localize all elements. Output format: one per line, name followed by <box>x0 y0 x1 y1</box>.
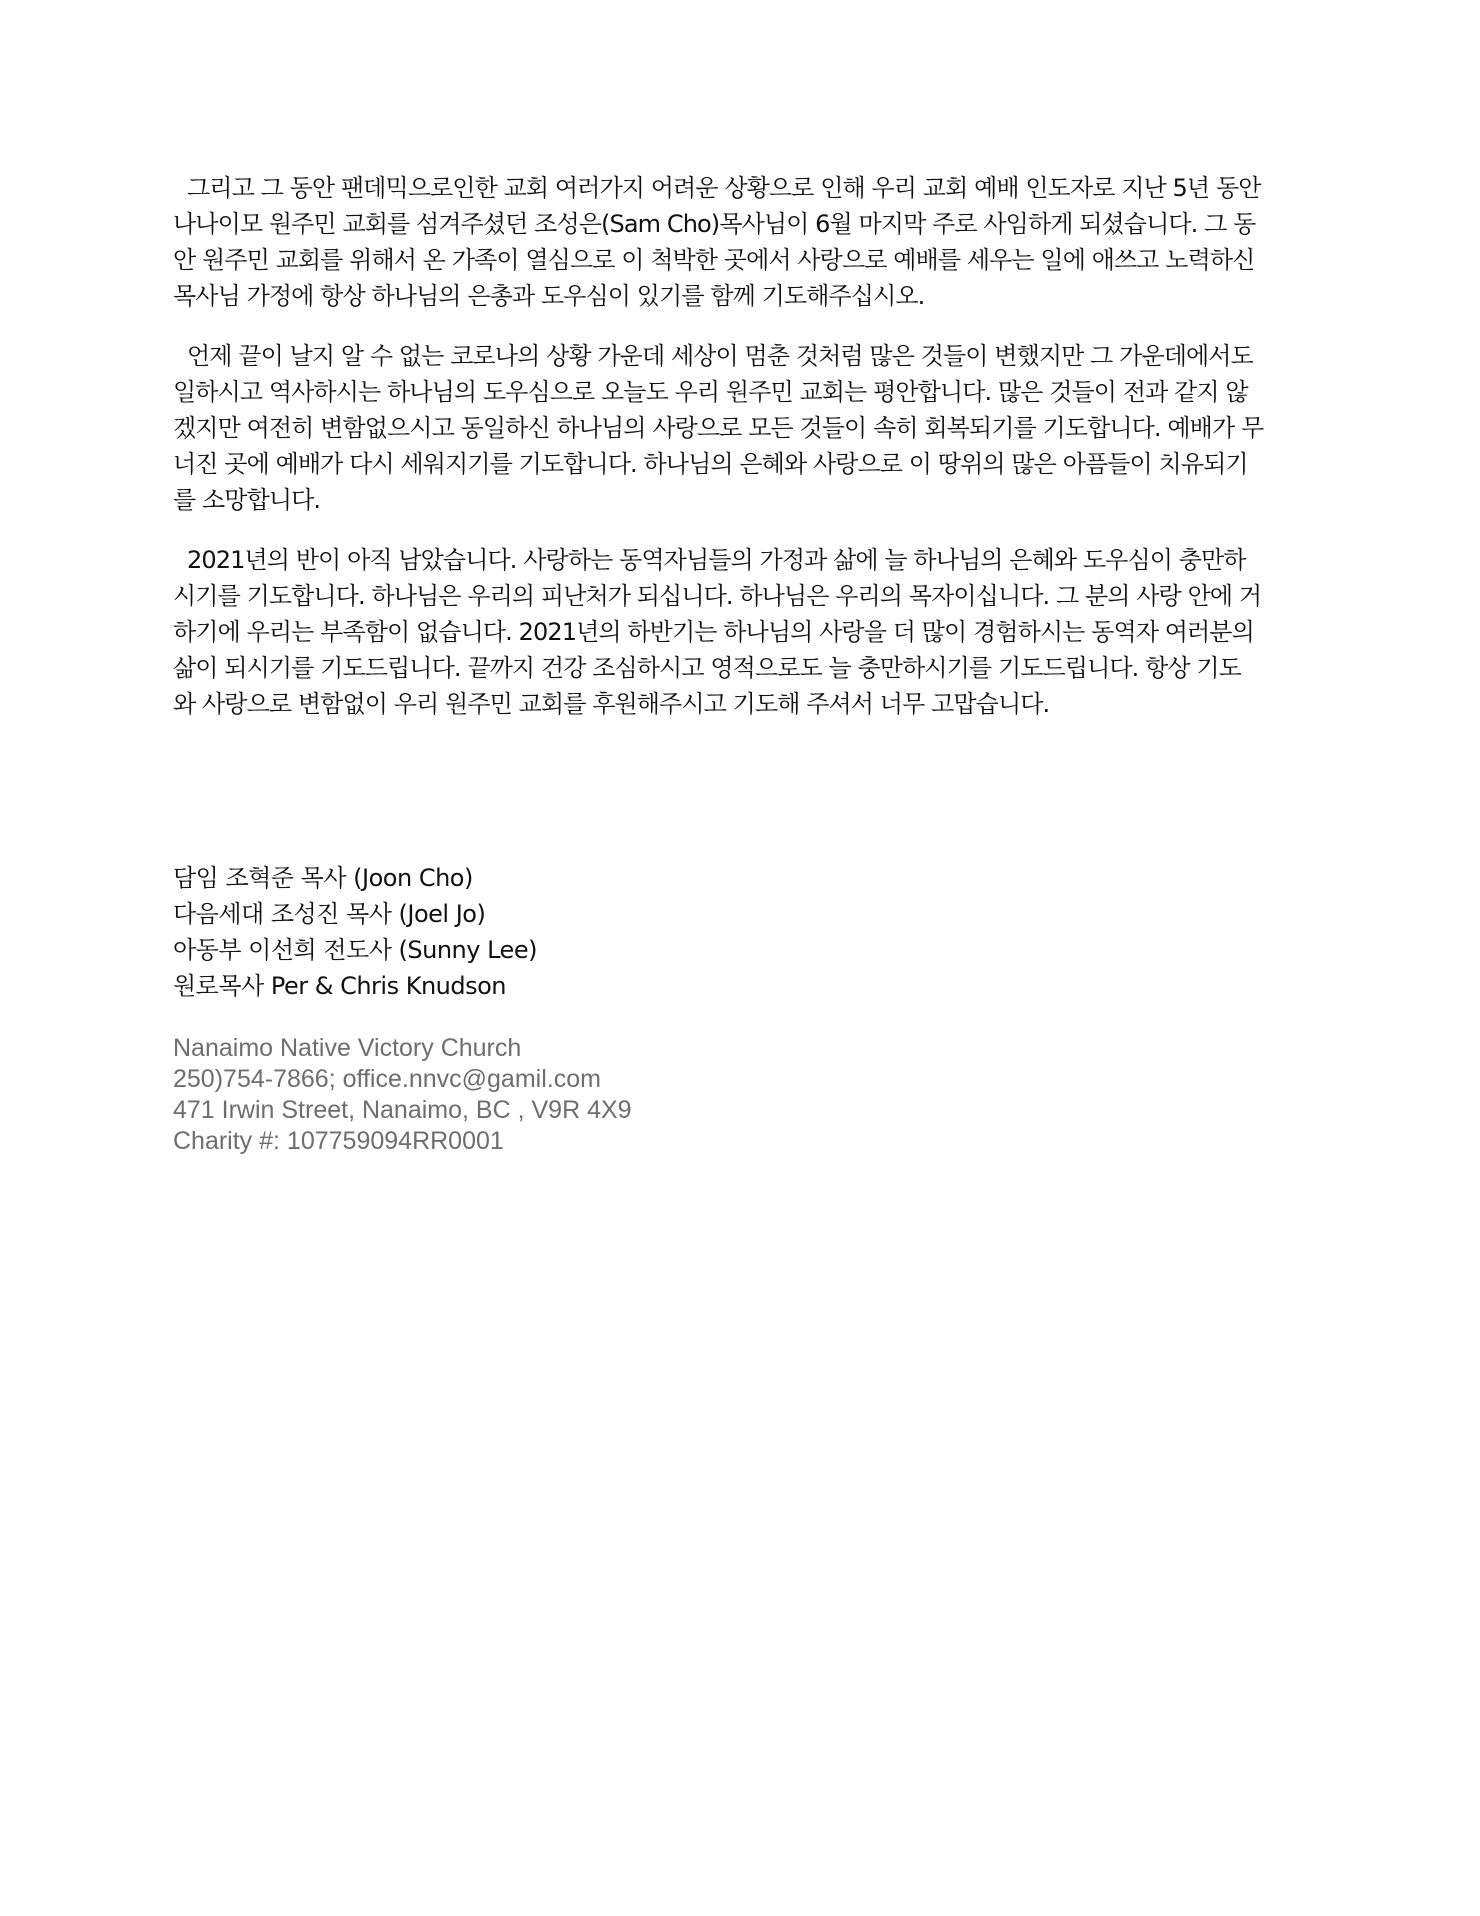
paragraph-thanks <box>173 542 1319 722</box>
signature-lead-pastor: 담임 조혁준 목사 (Joon Cho) <box>173 864 473 892</box>
church-name: Nanaimo Native Victory Church <box>173 1034 522 1062</box>
paragraph-line: 그리고 그 동안 팬데믹으로인한 교회 여러가지 어려운 상황으로 인해 우리 교회 예배 인도자로 지난 5년 동안 <box>187 174 1261 202</box>
church-address: 471 Irwin Street, Nanaimo, BC , V9R 4X9 <box>173 1096 632 1124</box>
signature-emeritus-pastor: 원로목사 Per & Chris Knudson <box>173 972 507 1000</box>
paragraph-line: 하기에 우리는 부족함이 없습니다. 2021년의 하반기는 하나님의 사랑을 더 많이 경험하시는 동역자 여러분의 <box>173 618 1254 646</box>
signature-block <box>173 860 537 1004</box>
paragraph-line: 나나이모 원주민 교회를 섬겨주셨던 조성은(Sam Cho)목사님이 6월 마지막 주로 사임하게 되셨습니다. 그 동 <box>173 210 1256 238</box>
signature-next-gen-pastor: 다음세대 조성진 목사 (Joel Jo) <box>173 900 486 928</box>
paragraph-resignation <box>173 170 1319 314</box>
paragraph-line: 삶이 되시기를 기도드립니다. 끝까지 건강 조심하시고 영적으로도 늘 충만하시기를 기도드립니다. 항상 기도 <box>173 654 1241 682</box>
paragraph-line: 안 원주민 교회를 위해서 온 가족이 열심으로 이 척박한 곳에서 사랑으로 예배를 세우는 일에 애쓰고 노력하신 <box>173 246 1255 274</box>
paragraph-line: 를 소망합니다. <box>173 486 321 514</box>
paragraph-line: 와 사랑으로 변함없이 우리 원주민 교회를 후원해주시고 기도해 주셔서 너무 고맙습니다. <box>173 690 1050 718</box>
contact-block <box>173 1033 632 1157</box>
paragraph-line: 시기를 기도합니다. 하나님은 우리의 피난처가 되십니다. 하나님은 우리의 목자이십니다. 그 분의 사랑 안에 거 <box>173 582 1262 610</box>
paragraph-line: 너진 곳에 예배가 다시 세워지기를 기도합니다. 하나님의 은혜와 사랑으로 이 땅위의 많은 아픔들이 치유되기 <box>173 450 1248 478</box>
paragraph-line: 목사님 가정에 항상 하나님의 은총과 도우심이 있기를 함께 기도해주십시오. <box>173 282 925 310</box>
letter-body <box>173 170 1319 746</box>
paragraph-line: 언제 끝이 날지 알 수 없는 코로나의 상황 가운데 세상이 멈춘 것처럼 많은 것들이 변했지만 그 가운데에서도 <box>187 342 1253 370</box>
paragraph-line: 2021년의 반이 아직 남았습니다. 사랑하는 동역자님들의 가정과 삶에 늘 하나님의 은혜와 도우심이 충만하 <box>187 546 1246 574</box>
paragraph-line: 일하시고 역사하시는 하나님의 도우심으로 오늘도 우리 원주민 교회는 평안합니다. 많은 것들이 전과 같지 않 <box>173 378 1248 406</box>
phone-email: 250)754-7866; office.nnvc@gamil.com <box>173 1065 601 1093</box>
paragraph-covid <box>173 338 1319 518</box>
paragraph-line: 겠지만 여전히 변함없으시고 동일하신 하나님의 사랑으로 모든 것들이 속히 회복되기를 기도합니다. 예배가 무 <box>173 414 1264 442</box>
charity-number: Charity #: 107759094RR0001 <box>173 1127 504 1155</box>
signature-children-minister: 아동부 이선희 전도사 (Sunny Lee) <box>173 936 537 964</box>
